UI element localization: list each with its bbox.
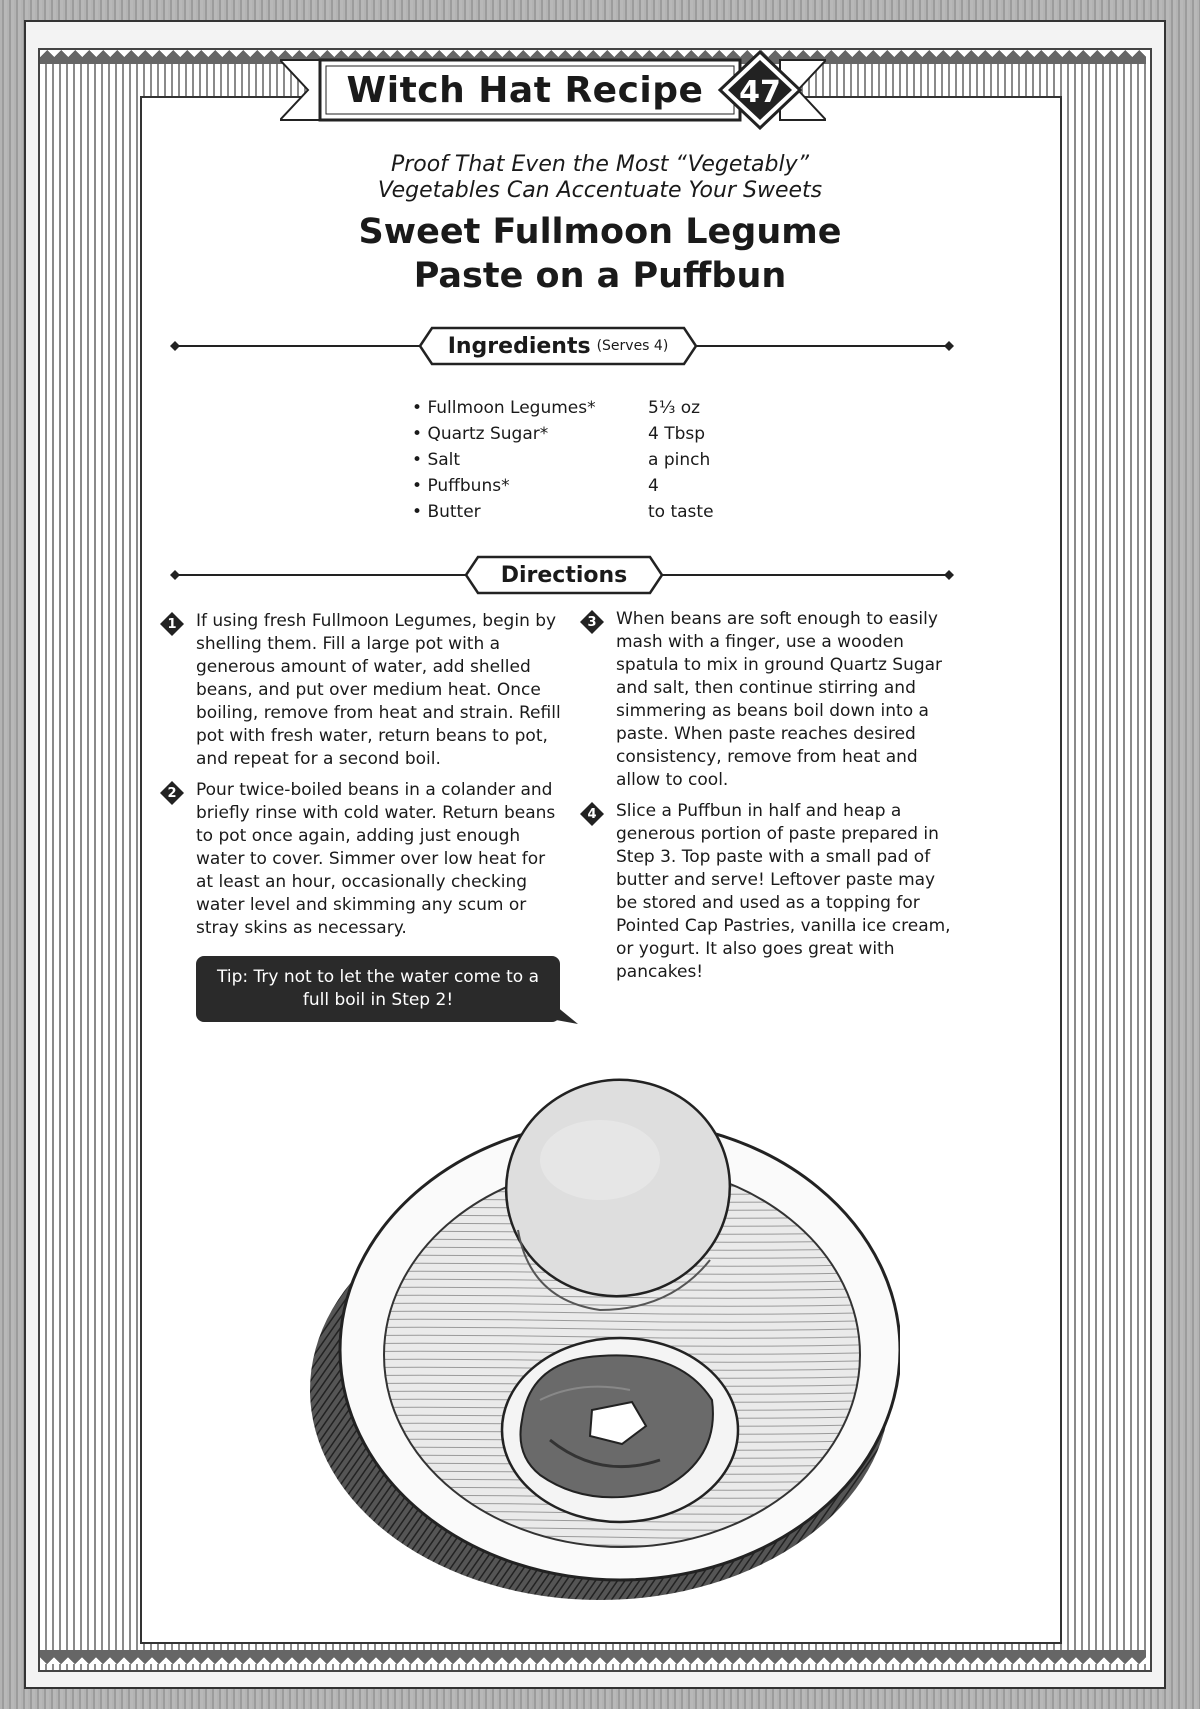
- ingredient-amount: 5⅓ oz: [648, 398, 701, 418]
- ingredient-row: [412, 395, 772, 421]
- ingredient-amount: a pinch: [648, 450, 711, 470]
- direction-step: [160, 610, 565, 771]
- step-text: Pour twice-boiled beans in a colander and briefly rinse with cold water. Return beans to pot once again, adding just enough water to cover. Simmer over low heat for at least an hour, occasionally checking water level and skimming any scum or stray skins as necessary.: [196, 780, 556, 938]
- step-number-badge: [580, 802, 604, 826]
- step-number-badge: [160, 781, 184, 805]
- directions-column-left: [160, 610, 565, 948]
- ingredient-row: [412, 499, 772, 525]
- ingredient-row: [412, 421, 772, 447]
- title-line-1: Sweet Fullmoon Legume: [358, 212, 842, 252]
- triangle-border-bottom: [40, 1650, 1146, 1664]
- direction-step: [580, 608, 960, 792]
- tip-box: Tip: Try not to let the water come to a full boil in Step 2!: [196, 956, 560, 1022]
- title-line-2: Paste on a Puffbun: [413, 256, 787, 296]
- directions-heading: Directions: [500, 562, 628, 588]
- header-banner: [280, 50, 826, 130]
- directions-column-right: [580, 608, 960, 992]
- ingredients-heading: [432, 326, 684, 366]
- step-number: 2: [167, 785, 177, 801]
- recipe-number: 47: [739, 74, 781, 110]
- subtitle-line-2: Vegetables Can Accentuate Your Sweets: [377, 178, 823, 203]
- step-text: If using fresh Fullmoon Legumes, begin by shelling them. Fill a large pot with a generous amount of water, add shelled beans, and put over medium heat. Once boiling, remove from heat and strain. Refill pot with fresh water, return beans to pot, and repeat for a second boil.: [196, 611, 561, 769]
- recipe-subtitle: [240, 152, 960, 204]
- puffbun-illustration: [300, 1060, 900, 1620]
- ingredient-name: • Butter: [412, 499, 648, 525]
- ingredient-name: • Salt: [412, 447, 648, 473]
- ingredient-row: [412, 473, 772, 499]
- ingredients-divider: [170, 326, 954, 366]
- ingredient-name: • Puffbuns*: [412, 473, 648, 499]
- speech-tail-icon: [556, 1006, 578, 1028]
- ingredient-amount: 4: [648, 476, 659, 496]
- ingredient-name: • Fullmoon Legumes*: [412, 395, 648, 421]
- ingredients-serves: (Serves 4): [596, 338, 669, 354]
- direction-step: [580, 800, 960, 984]
- ingredient-name: • Quartz Sugar*: [412, 421, 648, 447]
- recipe-title: [200, 210, 1000, 298]
- step-number: 4: [587, 806, 597, 822]
- step-text: When beans are soft enough to easily mash with a finger, use a wooden spatula to mix in ground Quartz Sugar and salt, then continue stirring and simmering as beans boil down into a paste. When paste reaches desired consistency, remove from heat and allow to cool.: [616, 609, 943, 790]
- directions-divider: [170, 555, 954, 595]
- series-title: Witch Hat Recipe: [346, 69, 704, 111]
- subtitle-line-1: Proof That Even the Most “Vegetably”: [390, 152, 810, 177]
- ingredient-amount: 4 Tbsp: [648, 424, 706, 444]
- direction-step: [160, 779, 565, 940]
- step-number: 1: [167, 616, 177, 632]
- ingredients-heading-text: Ingredients: [447, 333, 591, 359]
- step-number: 3: [587, 614, 597, 630]
- step-number-badge: [580, 610, 604, 634]
- ingredients-list: [412, 395, 772, 525]
- ingredient-row: [412, 447, 772, 473]
- step-text: Slice a Puffbun in half and heap a generous portion of paste prepared in Step 3. Top paste with a small pad of butter and serve! Leftover paste may be stored and used as a topping for Pointed Cap Pastries, vanilla ice cream, or yogurt. It also goes great with pancakes!: [616, 801, 951, 982]
- step-number-badge: [160, 612, 184, 636]
- ingredient-amount: to taste: [648, 502, 714, 522]
